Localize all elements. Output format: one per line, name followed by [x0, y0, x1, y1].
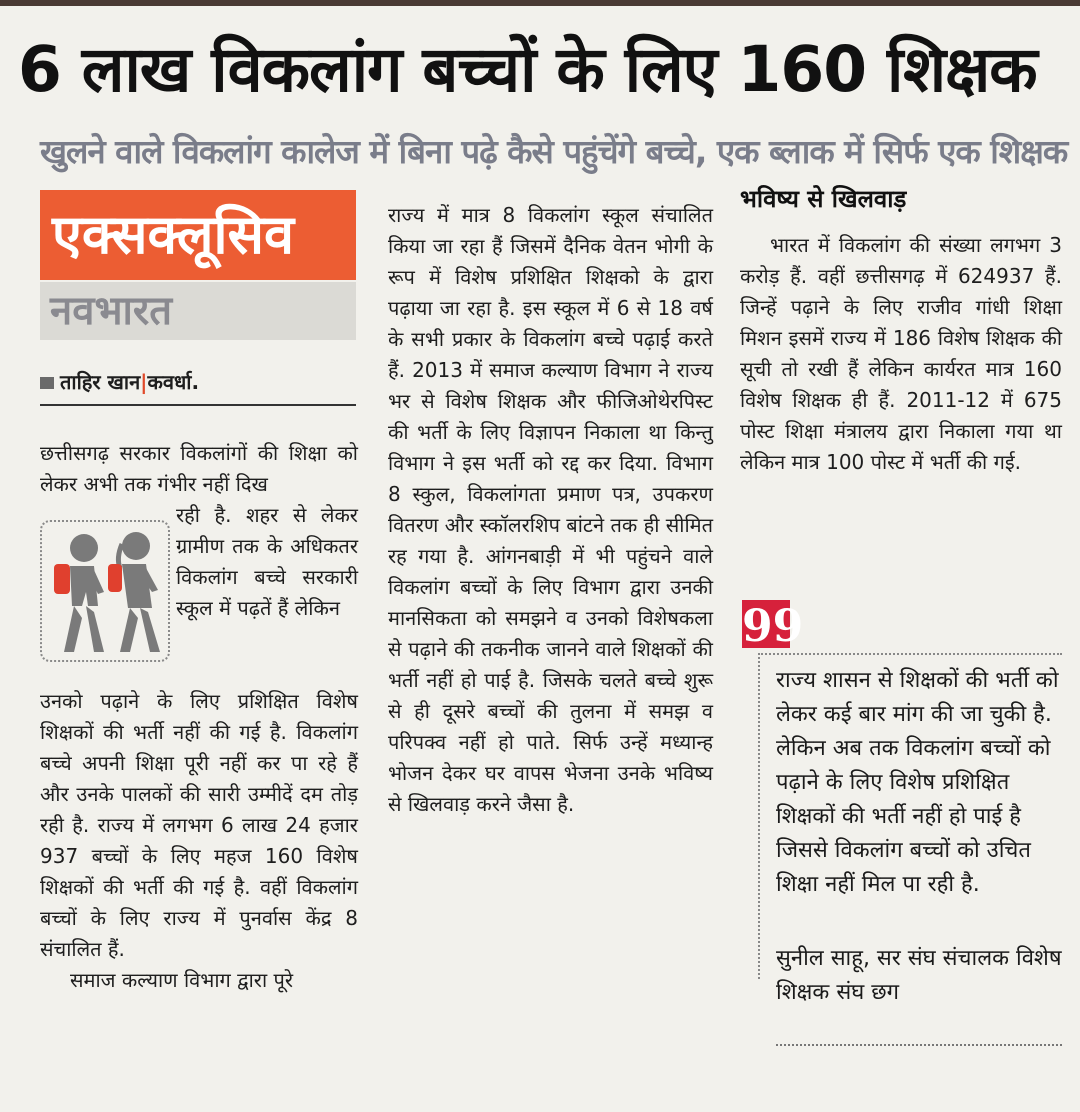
byline-separator: | [140, 370, 148, 394]
column3-paragraph-1: भारत में विकलांग की संख्या लगभग 3 करोड़ हैं. वहीं छत्तीसगढ़ में 624937 हैं. जिन्हें पढ़ाने के लिए राजीव गांधी शिक्षा मिशन इसमें राज्य में 186 विशेष शिक्षक की सूची तो रखी हैं लेकिन कार्यरत मात्र 160 विशेष शिक्षक ही हैं. 2011-12 में 675 पोस्ट शिक्षा मंत्रालय द्वारा निकाला गया था लेकिन मात्र 100 पोस्ट में भर्ती की गई. [740, 233, 1062, 474]
quote-divider [776, 1044, 1062, 1046]
byline-author: ताहिर खान [60, 370, 141, 394]
exclusive-tag: एक्सक्लूसिव [40, 190, 356, 280]
column1-intro [40, 438, 358, 500]
column1-paragraph-4: समाज कल्याण विभाग द्वारा पूरे [70, 968, 294, 992]
quote-mark-icon: 99 [742, 601, 804, 652]
column1-paragraph-1: छत्तीसगढ़ सरकार विकलांगों की शिक्षा को लेकर अभी तक गंभीर नहीं दिख [40, 441, 358, 496]
column3-heading: भविष्य से खिलवाड़ [740, 185, 907, 213]
children-illustration [40, 520, 170, 662]
column3 [740, 230, 1062, 478]
square-bullet-icon [40, 377, 54, 389]
byline-place: कवर्धा. [147, 370, 200, 394]
column1-wrap [176, 500, 358, 624]
quote-text: राज्य शासन से शिक्षकों की भर्ती को लेकर कई बार मांग की जा चुकी है. लेकिन अब तक विकलांग बच्चों को पढ़ाने के लिए विशेष प्रशिक्षित शिक्षकों की भर्ती नहीं हो पाई है जिससे विकलांग बच्चों को उचित शिक्षा नहीं मिल पा रही है. [776, 668, 1059, 897]
top-border [0, 0, 1080, 6]
byline [40, 368, 356, 406]
column2 [388, 200, 713, 820]
column2-paragraph-1: राज्य में मात्र 8 विकलांग स्कूल संचालित किया जा रहा हैं जिसमें दैनिक वेतन भोगी के रूप में विशेष प्रशिक्षित शिक्षको के द्वारा पढ़ाया जा रहा है. इस स्कूल में 6 से 18 वर्ष के सभी प्रकार के विकलांग बच्चे पढ़ाई करते हैं. 2013 में समाज कल्याण विभाग ने राज्य भर से विशेष शिक्षक और फीजिओथेरपिस्ट की भर्ती के लिए विज्ञापन निकाला था किन्तु विभाग ने इस भर्ती को रद्द कर दिया. विभाग 8 स्कुल, विकलांगता प्रमाण पत्र, उपकरण वितरण और स्कॉलरशिप बांटने तक ही सीमित रह गया है. आंगनबाड़ी में भी पहुंचने वाले विकलांग बच्चों के लिए विभाग द्वारा उनकी मानसिकता को समझने व उनको विशेषकला से पढ़ाने की तकनीक जानने वाले शिक्षकों की भर्ती नहीं हो पाई है. जिसके चलते बच्चे शुरू से ही दूसरे बच्चों की तुलना में समझ व परिपक्व नहीं हो पाते. सिर्फ उन्हें मध्यान्ह भोजन देकर घर वापस भेजना उनके भविष्य से खिलवाड़ करने जैसा है. [388, 203, 713, 816]
headline: 6 लाख विकलांग बच्चों के लिए 160 शिक्षक [18, 33, 1037, 106]
newspaper-name: नवभारत [40, 282, 356, 340]
walking-children-icon [42, 522, 168, 660]
quote-author: सुनील साहू, सर संघ संचालक विशेष शिक्षक संघ छग [776, 946, 1062, 1005]
column1-body [40, 686, 358, 996]
subheadline: खुलने वाले विकलांग कालेज में बिना पढ़े कैसे पहुंचेंगे बच्चे, एक ब्लाक में सिर्फ एक शिक्षक [40, 132, 1068, 171]
column1-paragraph-2: रही है. शहर से लेकर ग्रामीण तक के अधिकतर विकलांग बच्चे सरकारी स्कूल में पढ़तें हैं लेकिन [176, 503, 358, 620]
column1-paragraph-3: उनको पढ़ाने के लिए प्रशिक्षित विशेष शिक्षकों की भर्ती नहीं की गई है. विकलांग बच्चे अपनी शिक्षा पूरी नहीं कर पा रहे हैं और उनके पालकों की सारी उम्मीदें दम तोड़ रही है. राज्य में लगभग 6 लाख 24 हजार 937 बच्चों के लिए महज 160 विशेष शिक्षकों की भर्ती की गई है. वहीं विकलांग बच्चों के लिए राज्य में पुनर्वास केंद्र 8 संचालित हैं. [40, 689, 358, 961]
